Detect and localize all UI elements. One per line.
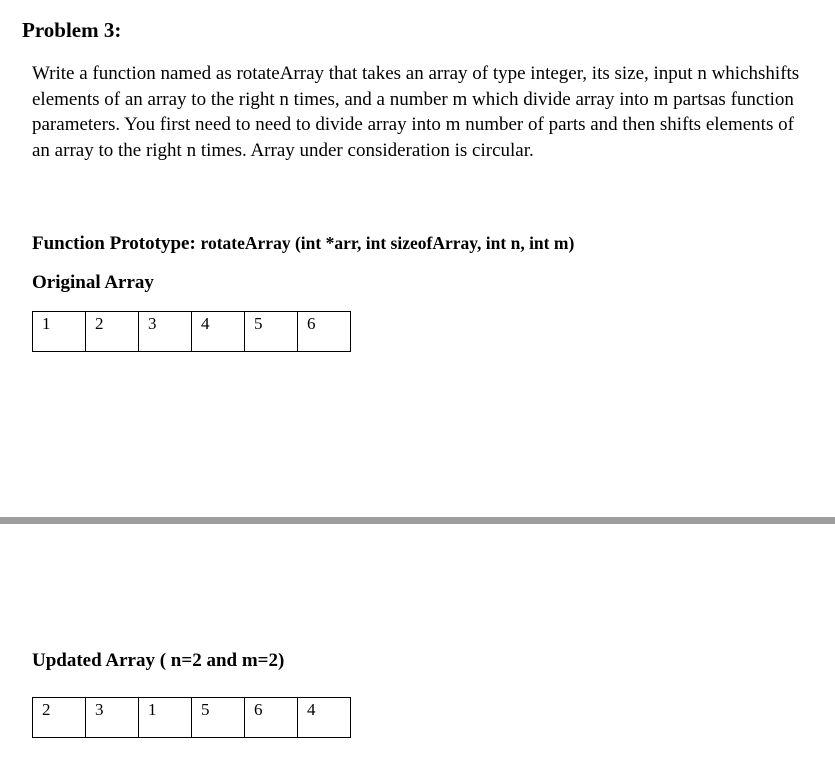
array-cell: 5 — [245, 312, 298, 352]
updated-array-heading: Updated Array ( n=2 and m=2) — [32, 650, 285, 671]
array-cell: 4 — [192, 312, 245, 352]
problem-description: Write a function named as rotateArray that takes an array of type integer, its size, input n whichshifts elements of an array to the right n times, and a number m which divide array into m partsas function parameters. You first need to need to divide array into m number of parts and then shifts elements of an array to the right n times. Array under consideration is circular. — [32, 63, 800, 161]
array-cell: 2 — [33, 698, 86, 738]
array-cell: 6 — [298, 312, 351, 352]
array-cell: 5 — [192, 698, 245, 738]
array-cell: 3 — [86, 698, 139, 738]
original-array-heading: Original Array — [32, 272, 154, 293]
array-cell: 1 — [139, 698, 192, 738]
table-row — [33, 312, 351, 352]
table-row — [33, 698, 351, 738]
page-divider — [0, 517, 835, 524]
array-cell: 1 — [33, 312, 86, 352]
array-cell: 3 — [139, 312, 192, 352]
original-array-table — [32, 311, 351, 352]
problem-title: Problem 3: — [22, 18, 122, 42]
updated-array-table — [32, 697, 351, 738]
array-cell: 4 — [298, 698, 351, 738]
array-cell: 2 — [86, 312, 139, 352]
array-cell: 6 — [245, 698, 298, 738]
function-prototype — [32, 233, 574, 255]
prototype-signature: rotateArray (int *arr, int sizeofArray, int n, int m) — [200, 233, 575, 253]
prototype-label: Function Prototype: — [32, 233, 201, 254]
document-page-bottom — [0, 524, 835, 760]
